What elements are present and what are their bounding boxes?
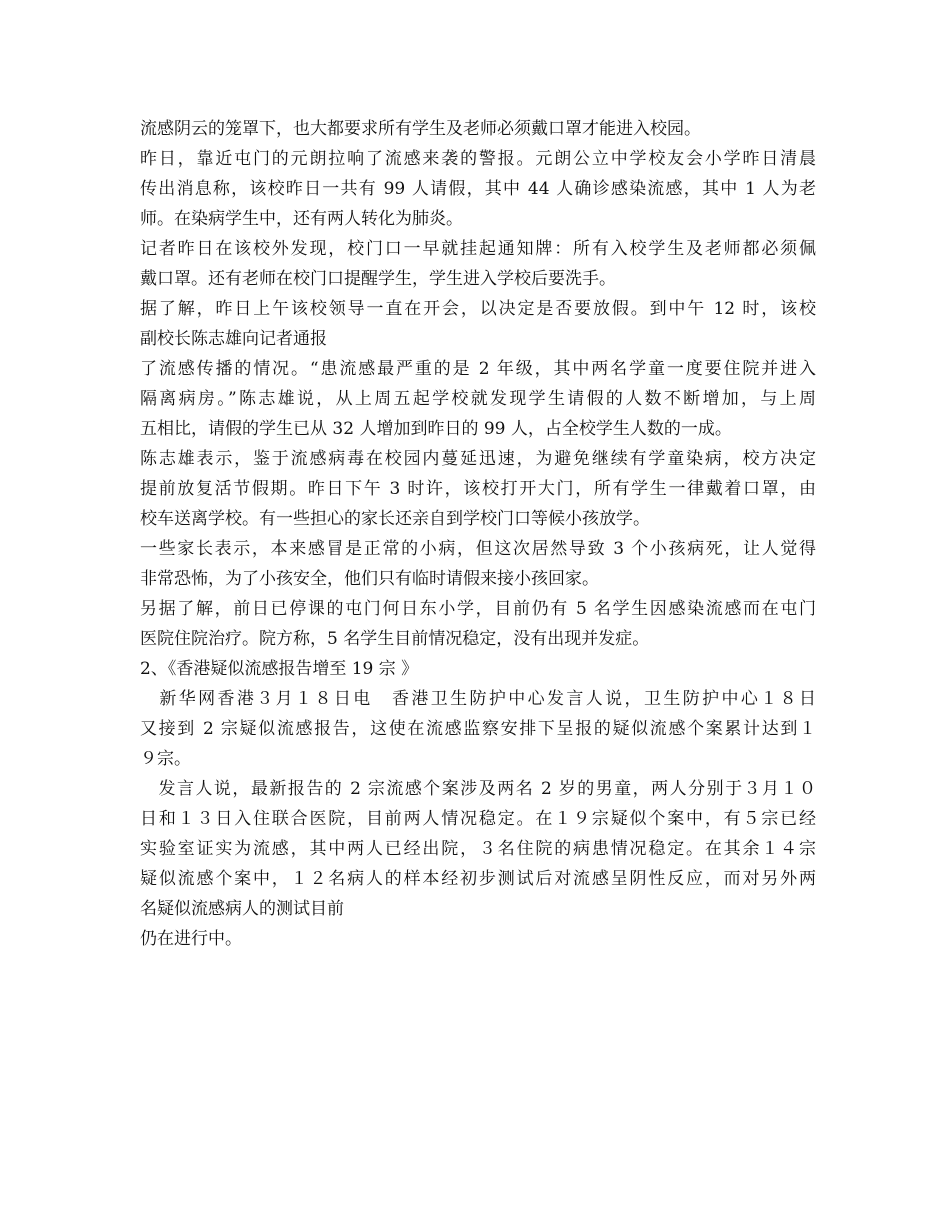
text-line: 了流感传播的情况。“患流感最严重的是 2 年级，其中两名学童一度要住院并进入 xyxy=(140,359,816,379)
text-line: 日和１３日入住联合医院，目前两人情况稳定。在１９宗疑似个案中，有５宗已经 xyxy=(140,809,816,829)
text-line: 昨日，靠近屯门的元朗拉响了流感来袭的警报。元朗公立中学校友会小学昨日清晨 xyxy=(140,149,816,169)
text-line: 陈志雄表示，鉴于流感病毒在校园内蔓延迅速，为避免继续有学童染病，校方决定 xyxy=(140,449,816,469)
text-line: 医院住院治疗。院方称，5 名学生目前情况稳定，没有出现并发症。 xyxy=(140,629,650,649)
text-line: 校车送离学校。有一些担心的家长还亲自到学校门口等候小孩放学。 xyxy=(140,509,650,529)
text-line: 实验室证实为流感，其中两人已经出院，３名住院的病患情况稳定。在其余１４宗 xyxy=(140,839,816,859)
text-line: 一些家长表示，本来感冒是正常的小病，但这次居然导致 3 个小孩病死，让人觉得 xyxy=(140,539,816,559)
paragraph-7 xyxy=(140,534,816,594)
text-line: 名疑似流感病人的测试目前 xyxy=(140,899,344,919)
text-line: 非常恐怖，为了小孩安全，他们只有临时请假来接小孩回家。 xyxy=(140,569,599,589)
text-line: 发言人说，最新报告的 2 宗流感个案涉及两名 2 岁的男童，两人分别于３月１０ xyxy=(140,779,816,799)
section-heading xyxy=(140,654,816,684)
text-line: 又接到 2 宗疑似流感报告，这使在流感监察安排下呈报的疑似流感个案累计达到１ xyxy=(140,719,816,739)
paragraph-11 xyxy=(140,924,816,954)
text-line: 另据了解，前日已停课的屯门何日东小学，目前仍有 5 名学生因感染流感而在屯门 xyxy=(140,599,816,619)
text-line: 戴口罩。还有老师在校门口提醒学生，学生进入学校后要洗手。 xyxy=(140,269,616,289)
paragraph-4 xyxy=(140,294,816,354)
paragraph-8 xyxy=(140,594,816,654)
paragraph-6 xyxy=(140,444,816,534)
heading-line: 2、《香港疑似流感报告增至 19 宗 》 xyxy=(140,659,419,679)
text-line: 疑似流感个案中，１２名病人的样本经初步测试后对流感呈阴性反应，而对另外两 xyxy=(140,869,816,889)
text-line: ９宗。 xyxy=(140,749,191,769)
text-line: 据了解，昨日上午该校领导一直在开会，以决定是否要放假。到中午 12 时，该校 xyxy=(140,299,816,319)
paragraph-2 xyxy=(140,144,816,234)
text-line: 提前放复活节假期。昨日下午 3 时许，该校打开大门，所有学生一律戴着口罩，由 xyxy=(140,479,816,499)
text-line: 流感阴云的笼罩下，也大都要求所有学生及老师必须戴口罩才能进入校园。 xyxy=(140,119,701,139)
paragraph-10 xyxy=(140,774,816,924)
paragraph-3 xyxy=(140,234,816,294)
text-line: 记者昨日在该校外发现，校门口一早就挂起通知牌：所有入校学生及老师都必须佩 xyxy=(140,239,816,259)
text-line: 师。在染病学生中，还有两人转化为肺炎。 xyxy=(140,209,463,229)
paragraph-9 xyxy=(140,684,816,774)
text-line: 隔离病房。”陈志雄说，从上周五起学校就发现学生请假的人数不断增加，与上周 xyxy=(140,389,816,409)
text-line: 仍在进行中。 xyxy=(140,929,242,949)
text-line: 五相比，请假的学生已从 32 人增加到昨日的 99 人，占全校学生人数的一成。 xyxy=(140,419,732,439)
document-body xyxy=(140,114,816,954)
text-line: 传出消息称，该校昨日一共有 99 人请假，其中 44 人确诊感染流感，其中 1 人为老 xyxy=(140,179,816,199)
text-line: 副校长陈志雄向记者通报 xyxy=(140,329,327,349)
paragraph-1 xyxy=(140,114,816,144)
paragraph-5 xyxy=(140,354,816,444)
text-line: 新华网香港３月１８日电 香港卫生防护中心发言人说，卫生防护中心１８日 xyxy=(140,689,816,709)
